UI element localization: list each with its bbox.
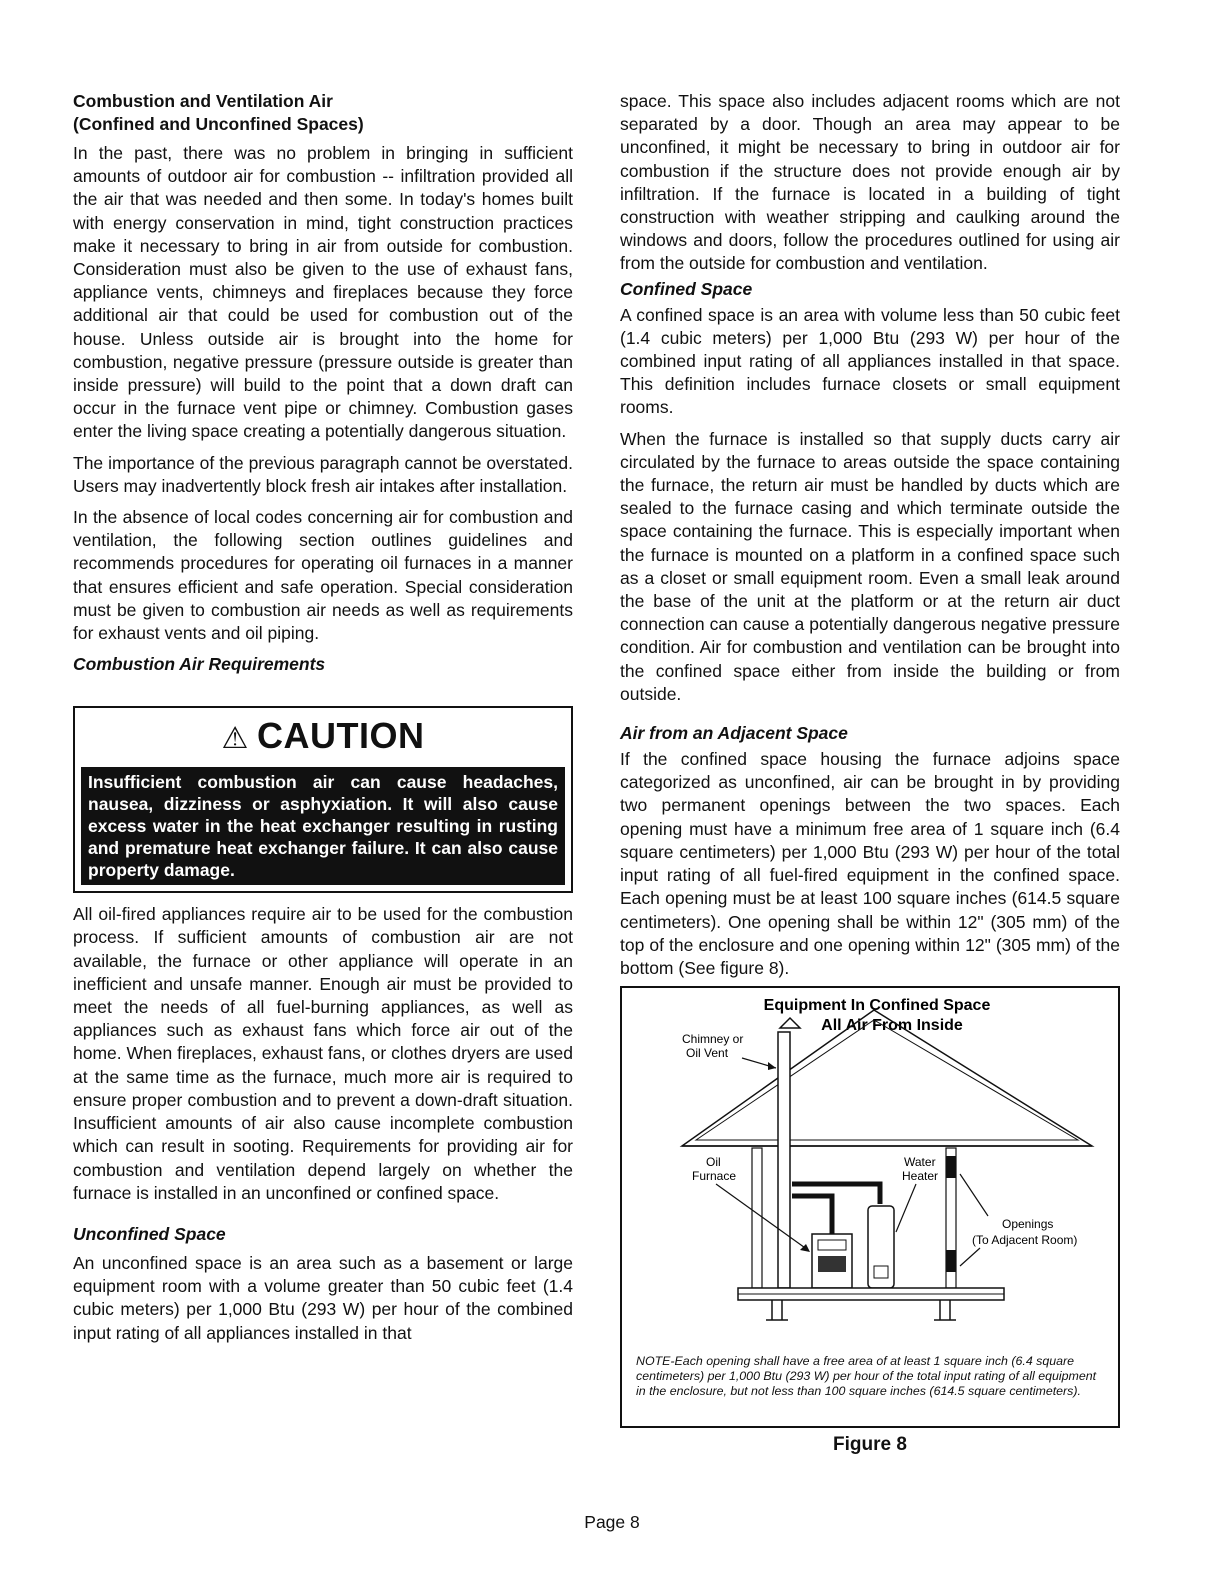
paragraph-unconfined: An unconfined space is an area such as a basement or large equipment room with a volume greater than 50 cubic feet (1.4 cubic meters) per 1,000 Btu (293 W) per hour of the combined input rating of all appliances installed in that xyxy=(73,1252,573,1343)
water-label-line2: Heater xyxy=(902,1169,939,1184)
section-heading: Combustion and Ventilation Air xyxy=(73,91,333,111)
paragraph-importance: The importance of the previous paragraph cannot be overstated. Users may inadvertently block fresh air intakes after installation. xyxy=(73,452,573,496)
paragraph-confined: A confined space is an area with volume less than 50 cubic feet (1.4 cubic meters) per 1,000 Btu (293 W) per hour of the combined input rating of all appliances installed in that space. This definition includes furnace closets or small equipment rooms. xyxy=(620,304,1120,418)
figure-note: NOTE-Each opening shall have a free area of at least 1 square inch (6.4 square centimeters) per 1,000 Btu (293 W) per hour of the total input rating of all equipment in the enclosure, but not less than 100 square inches (614.5 square centimeters). xyxy=(636,1354,1097,1399)
warning-triangle-icon: ⚠ xyxy=(221,722,249,756)
paragraph-intro: In the past, there was no problem in bringing in sufficient amounts of outdoor air for combustion -- infiltration provided all the air that was needed and then some. In today's homes built with energy conservation in mind, tight construction practices make it necessary to bring in air from outside for combustion. Consideration must also be given to the use of exhaust fans, appliance vents, chimneys and fireplaces because they force additional air that could be used for combustion out of the house. Unless outside air is brought into the home for combustion, negative pressure (pressure outside is greater than inside pressure) will build to the point that a down draft can occur in the furnace vent pipe or chimney. Combustion gases enter the living space creating a potentially dangerous situation. xyxy=(73,143,573,442)
top-opening xyxy=(946,1156,956,1178)
furnace-burner xyxy=(818,1256,846,1272)
furnace-flue xyxy=(792,1196,832,1234)
caution-title-text: CAUTION xyxy=(256,715,425,757)
figure-subtitle: All Air From Inside xyxy=(821,1017,963,1035)
figure-caption: Figure 8 xyxy=(833,1434,907,1456)
oil-label-line2: Furnace xyxy=(692,1169,737,1184)
caution-body: Insufficient combustion air can cause headaches, nausea, dizziness or asphyxiation. It will also cause excess water in the heat exchanger resulting in rusting and premature heat exchanger failure. It can also cause property damage. xyxy=(81,767,565,885)
water-heater-arrow xyxy=(896,1184,916,1232)
caution-title xyxy=(75,708,571,767)
figure-title: Equipment In Confined Space xyxy=(763,997,991,1015)
bottom-opening-arrow xyxy=(960,1248,980,1266)
small-triangle-icon xyxy=(780,1018,800,1028)
paragraph-adjacent: If the confined space housing the furnace adjoins space categorized as unconfined, air can be brought in by providing two permanent openings between the two spaces. Each opening must have a minimum free area of 1 square inch (6.4 square centimeters) per 1,000 Btu (293 W) per hour of the total input rating of all fuel-fired equipment in the confined space. Each opening must be at least 100 square inches (614.5 square centimeters). One opening shall be within 12" (305 mm) of the top of the enclosure and one opening within 12" (305 mm) of the bottom (See figure 8). xyxy=(620,749,1120,978)
subheading-adjacent: Air from an Adjacent Space xyxy=(620,723,848,744)
chimney xyxy=(778,1032,790,1288)
right-footing xyxy=(934,1300,956,1320)
chimney-arrowhead xyxy=(768,1062,776,1070)
chimney-label-line2: Oil Vent xyxy=(686,1046,729,1061)
bottom-opening xyxy=(946,1250,956,1272)
paragraph-space-continued: space. This space also includes adjacent rooms which are not separated by a door. Though an area may appear to be unconfined, it might be necessary to bring in outdoor air for combustion if the structure does not provide enough air by infiltration. If the furnace is located in a building of tight construction with weather stripping and caulking around the windows and doors, follow the procedures outlined for using air from the outside for combustion and ventilation. xyxy=(620,91,1120,274)
subheading-unconfined: Unconfined Space xyxy=(73,1223,226,1244)
openings-label-line2: (To Adjacent Room) xyxy=(972,1233,1078,1248)
figure-8 xyxy=(620,986,1120,1428)
left-wall xyxy=(752,1148,762,1288)
roof-inner xyxy=(696,1020,1078,1140)
paragraph-local-codes: In the absence of local codes concerning air for combustion and ventilation, the following section outlines guidelines and recommends procedures for operating oil furnaces in a manner that ensures efficient and safe operation. Special consideration must be given to combustion air needs as well as requirements for exhaust vents and oil piping. xyxy=(73,507,573,644)
right-column xyxy=(620,90,1120,1456)
chimney-label-line1: Chimney or xyxy=(682,1032,744,1047)
caution-box xyxy=(73,706,573,893)
water-heater xyxy=(868,1206,894,1288)
section-subheading: (Confined and Unconfined Spaces) xyxy=(73,114,364,134)
subheading-combustion-air: Combustion Air Requirements xyxy=(73,654,326,675)
left-column xyxy=(73,90,573,1353)
top-opening-arrow xyxy=(960,1174,988,1216)
subheading-confined: Confined Space xyxy=(620,278,753,299)
oil-label-line1: Oil xyxy=(706,1155,721,1170)
paragraph-oil-fired: All oil-fired appliances require air to be used for the combustion process. If sufficient amounts of combustion air are not available, the furnace or other appliance will operate in an inefficient and unsafe manner. Enough air must be provided to meet the needs of all fuel-burning appliances, as well as appliances such as exhaust fans which force air out of the home. When fireplaces, exhaust fans, or clothes dryers are used at the same time as the furnace, much more air is required to ensure proper combustion and to prevent a down-draft situation. Insufficient amounts of air also cause incomplete combustion which can result in sooting. Requirements for providing air for combustion and ventilation depend largely on whether the furnace is installed in an unconfined or confined space. xyxy=(73,904,573,1203)
paragraph-supply-ducts: When the furnace is installed so that supply ducts carry air circulated by the furnace to areas outside the space containing the furnace, the return air must be handled by ducts which are sealed to the furnace casing and which terminate outside the space containing the furnace. This is especially important when the furnace is mounted on a platform in a confined space such as a closet or small equipment room. Even a small leak around the base of the unit at the platform or at the return air duct connection can cause a potentially dangerous negative pressure condition. Air for combustion and ventilation can be brought into the confined space either from inside the building or from outside. xyxy=(620,428,1120,704)
water-label-line1: Water xyxy=(904,1155,936,1170)
openings-label-line1: Openings xyxy=(1002,1217,1054,1232)
page-number: Page 8 xyxy=(584,1512,640,1532)
left-footing xyxy=(766,1300,788,1320)
